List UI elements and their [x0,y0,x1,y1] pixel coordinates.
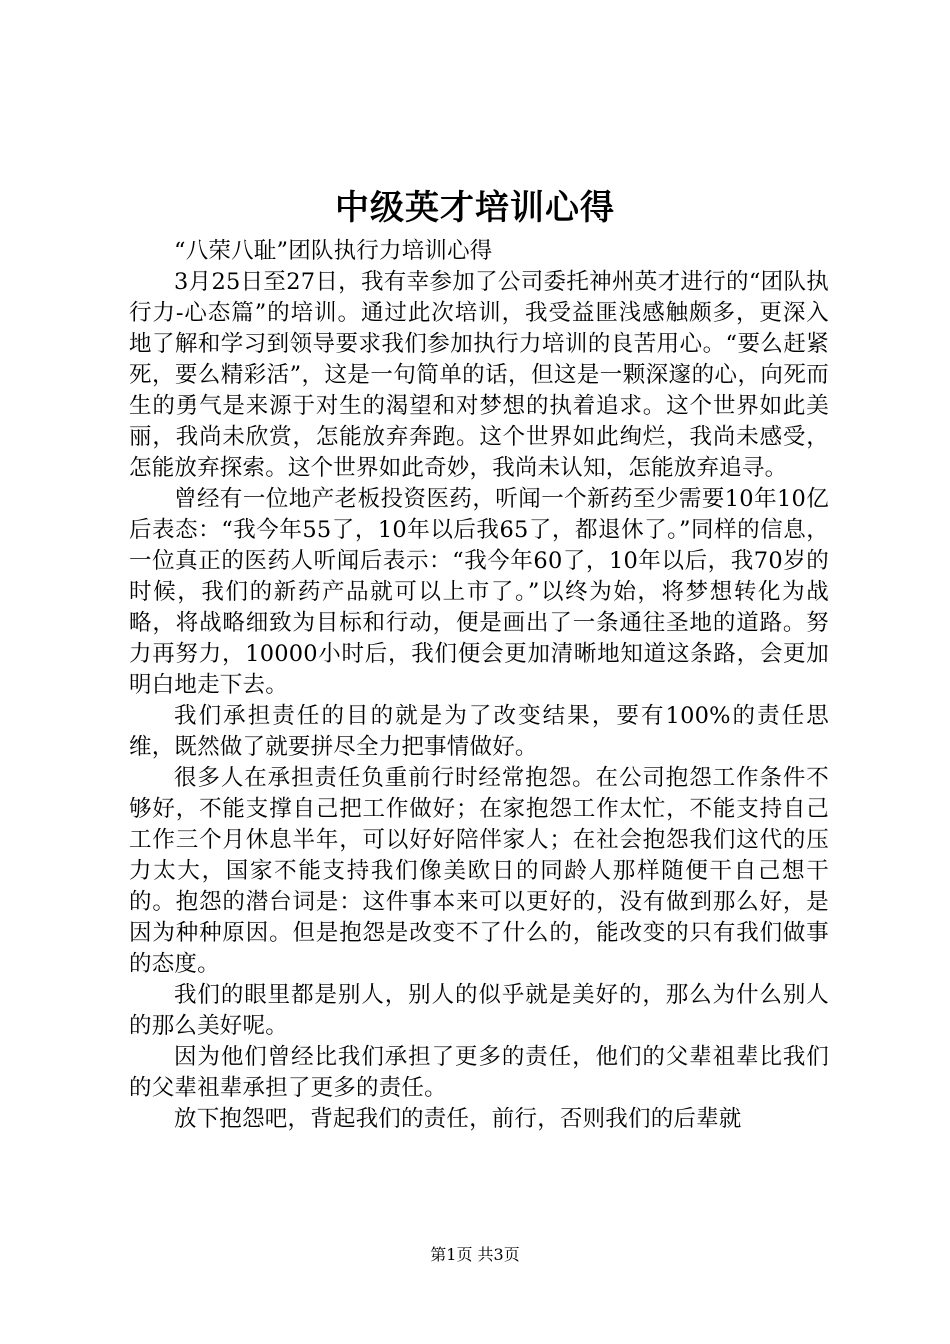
paragraph: 因为他们曾经比我们承担了更多的责任，他们的父辈祖辈比我们的父辈祖辈承担了更多的责任。 [129,1044,829,1101]
paragraph: 曾经有一位地产老板投资医药，听闻一个新药至少需要10年10亿后表态：“我今年55了，10年以后我65了，都退休了。”同样的信息，一位真正的医药人听闻后表示：“我今年60了，10年以后，我70岁的时候，我们的新药产品就可以上市了。”以终为始，将梦想转化为战略，将战略细致为目标和行动，便是画出了一条通往圣地的道路。努力再努力，10000小时后，我们便会更加清晰地知道这条路，会更加明白地走下去。 [129,486,829,698]
paragraph: 3月25日至27日，我有幸参加了公司委托神州英才进行的“团队执行力-心态篇”的培训。通过此次培训，我受益匪浅感触颇多，更深入地了解和学习到领导要求我们参加执行力培训的良苦用心。“要么赶紧死，要么精彩活”，这是一句简单的话，但这是一颗深邃的心，向死而生的勇气是来源于对生的渴望和对梦想的执着追求。这个世界如此美丽，我尚未欣赏，怎能放弃奔跑。这个世界如此绚烂，我尚未感受，怎能放弃探索。这个世界如此奇妙，我尚未认知，怎能放弃追寻。 [129,269,829,481]
paragraph: 很多人在承担责任负重前行时经常抱怨。在公司抱怨工作条件不够好，不能支撑自己把工作做好；在家抱怨工作太忙，不能支持自己工作三个月休息半年，可以好好陪伴家人；在社会抱怨我们这代的压力太大，国家不能支持我们像美欧日的同龄人那样随便干自己想干的。抱怨的潜台词是：这件事本来可以更好的，没有做到那么好，是因为种种原因。但是抱怨是改变不了什么的，能改变的只有我们做事的态度。 [129,765,829,977]
page-number-footer: 第1页 共3页 [430,1245,520,1264]
paragraph: 我们的眼里都是别人，别人的似乎就是美好的，那么为什么别人的那么美好呢。 [129,982,829,1039]
paragraph: 放下抱怨吧，背起我们的责任，前行，否则我们的后辈就 [174,1106,742,1132]
document-title: 中级英才培训心得 [335,188,615,228]
paragraph-subtitle: “八荣八耻”团队执行力培训心得 [174,238,493,264]
document-body [129,236,829,1135]
paragraph: 我们承担责任的目的就是为了改变结果，要有100%的责任思维，既然做了就要拼尽全力把事情做好。 [129,703,829,760]
